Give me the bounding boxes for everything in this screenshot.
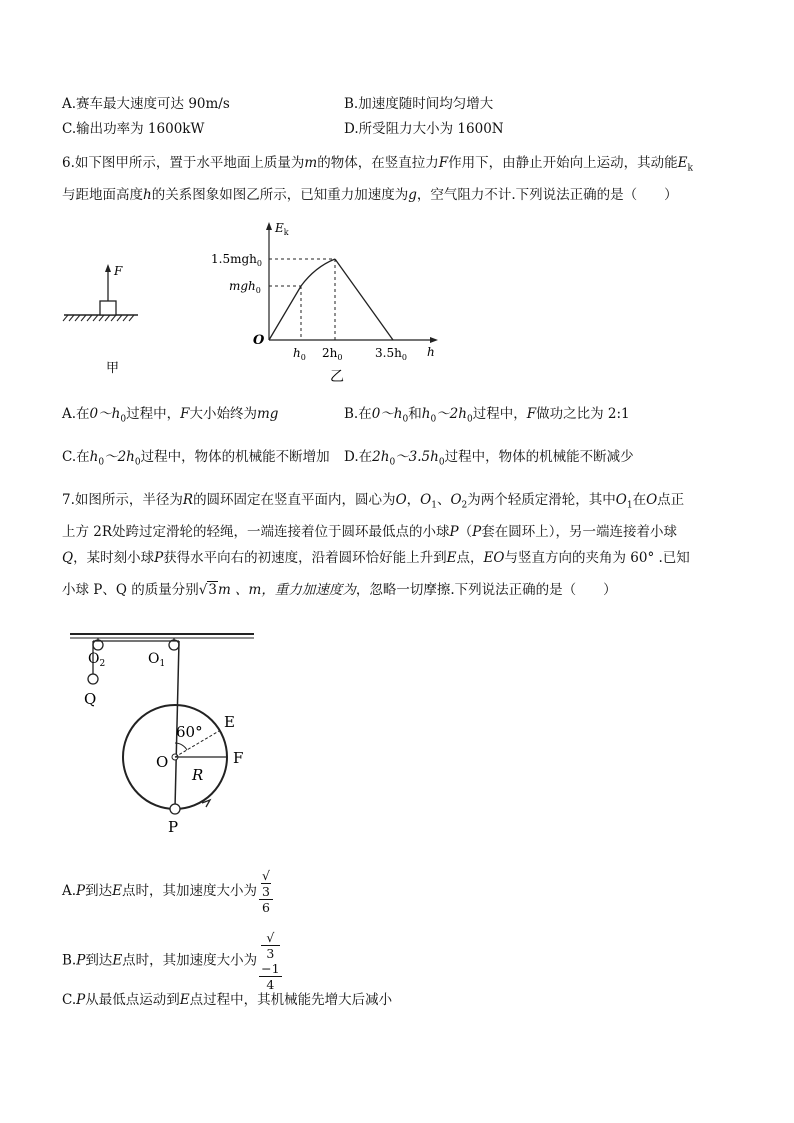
ek-curve xyxy=(269,259,335,340)
q7-option-a: A.P到达E点时，其加速度大小为 √ 3 6 xyxy=(62,868,275,915)
q7-stem-line3: Q，某时刻小球P获得水平向右的初速度，沿着圆环恰好能上升到E点，EO与竖直方向的夹角为 60° .已知 xyxy=(62,550,690,566)
svg-text:E: E xyxy=(224,713,235,731)
q7-figure xyxy=(62,625,262,840)
svg-text:P: P xyxy=(168,818,179,836)
q7-option-c: C.P从最低点运动到E点过程中，其机械能先增大后减小 xyxy=(62,992,393,1008)
q6-stem-line1: 6.如下图甲所示，置于水平地面上质量为m的物体，在竖直拉力F作用下，由静止开始向上运动，其动能$E_k$ xyxy=(62,155,693,174)
q6-stem-line2: 与距地面高度h的关系图象如图乙所示，已知重力加速度为g，空气阻力不计.下列说法正确的是（ ） xyxy=(62,187,678,203)
svg-text:O2: $O_2$ xyxy=(88,651,106,669)
q5-option-b: B.加速度随时间均匀增大 xyxy=(344,96,494,112)
y-tick-mgh0: mgh$_0$ xyxy=(229,279,261,295)
ball-p xyxy=(170,804,180,814)
q6-option-b: B.在$0\sim h_0$和$h_0\sim 2h_0$过程中，F做功之比为 2:1 xyxy=(344,406,630,425)
svg-text:O1: $O_1$ xyxy=(148,651,166,669)
ek-decline xyxy=(335,259,393,340)
svg-text:F: F xyxy=(233,749,244,767)
origin-label: O xyxy=(253,333,265,348)
svg-text:O: O xyxy=(156,753,169,771)
q7-option-b: B.P到达E点时，其加速度大小为 √ 3 −1 4 xyxy=(62,930,280,992)
y-tick-1-5mgh0: 1.5mgh$_0$ xyxy=(211,252,262,268)
svg-text:Q: Q xyxy=(84,690,97,708)
q5-option-a: A.赛车最大速度可达 90m/s xyxy=(62,96,230,112)
x-axis-label: h xyxy=(427,345,435,359)
figure-caption-jia: 甲 xyxy=(106,361,120,376)
q6-option-d: D.在$2h_0\sim 3.5h_0$过程中，物体的机械能不断减少 xyxy=(344,449,634,468)
q6-figure-yi xyxy=(205,215,445,385)
svg-text:60°: 60° xyxy=(176,723,203,741)
q6-option-a: A.在$0\sim h_0$过程中，F大小始终为mg xyxy=(62,406,279,425)
q7-stem-line2: 上方 2R处跨过定滑轮的轻绳，一端连接着位于圆环最低点的小球P（P套在圆环上），另一端连接着小球 xyxy=(62,524,677,540)
force-label: F xyxy=(114,264,123,278)
q7-stem-line4: 小球 P、Q 的质量分别√3m 、m，重力加速度为，忽略一切摩擦.下列说法正确的是（ ） xyxy=(62,582,617,598)
x-tick-2h0: $2h_0$ xyxy=(322,346,343,362)
block xyxy=(100,301,116,315)
q5-option-d: D.所受阻力大小为 1600N xyxy=(344,121,504,137)
q5-option-c: C.输出功率为 1600kW xyxy=(62,121,205,137)
q6-option-c: C.在$h_0\sim 2h_0$过程中，物体的机械能不断增加 xyxy=(62,449,330,468)
x-tick-h0: $h_0$ xyxy=(293,346,306,362)
figure-caption-yi: 乙 xyxy=(330,369,344,385)
x-tick-3-5h0: $3.5h_0$ xyxy=(375,346,407,362)
ball-q xyxy=(88,674,98,684)
q7-stem-line1: 7.如图所示，半径为R的圆环固定在竖直平面内，圆心为O，$O_1$、$O_2$为两个轻质定滑轮，其中$O_1$在O点正 xyxy=(62,492,685,511)
q6-figure-jia xyxy=(62,255,142,380)
svg-text:R: R xyxy=(192,766,204,784)
y-axis-label: $E_k$ xyxy=(275,221,289,237)
